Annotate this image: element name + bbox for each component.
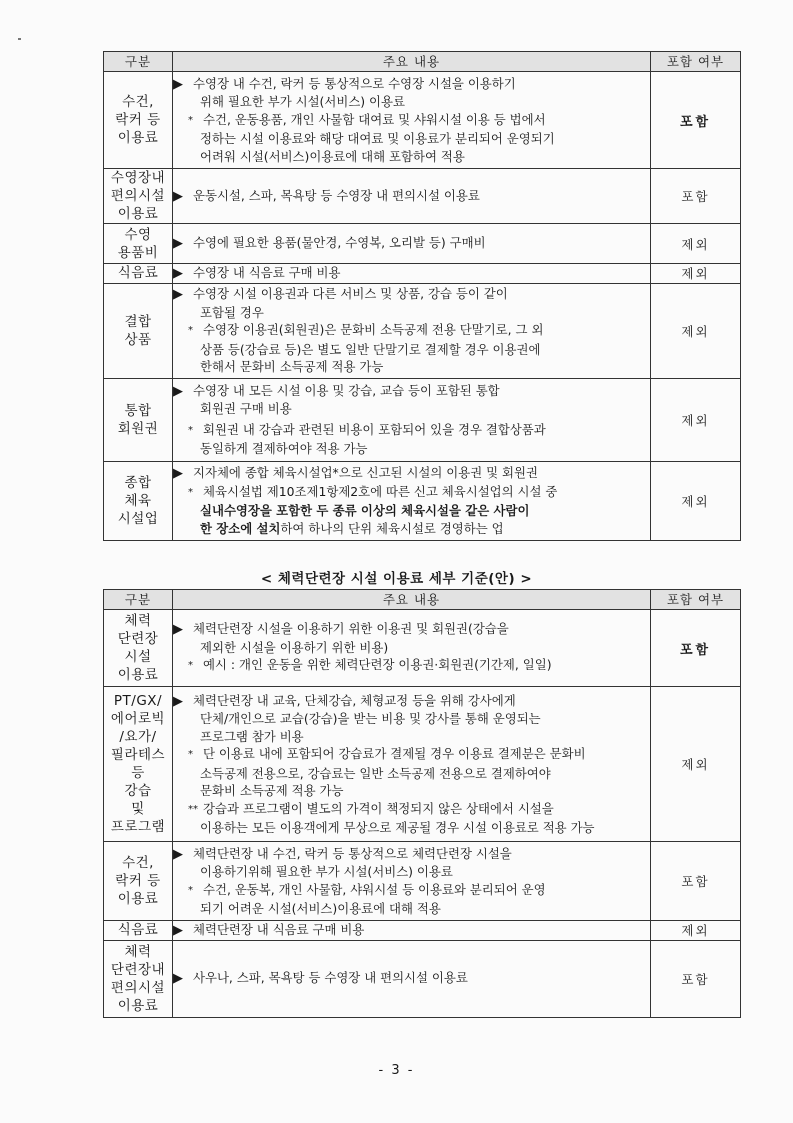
table-row [104,461,741,540]
row-category: 결합 상품 [104,283,173,378]
row-content: ▶ 지자체에 종합 체육시설업*으로 신고된 시설의 이용권 및 회원권 * 체육시설법 제10조제1항제2호에 따른 신고 체육시설업의 시설 중 실내수영장을 포함한 두 종류 이상의 체육시설을 같은 사람이 한 장소에 설치하여 하나의 단위 체육시설로 경영하는 업 [173,461,651,540]
table-row [104,169,741,224]
row-category: 체력 단련장내 편의시설 이용료 [104,940,173,1017]
row-content: ▶ 수영장 내 식음료 구매 비용 [173,264,651,284]
row-content: ▶ 수영에 필요한 용품(물안경, 수영복, 오리발 등) 구매비 [173,224,651,264]
inclusion-status: 제외 [651,264,741,284]
row-content: ▶ 사우나, 스파, 목욕탕 등 수영장 내 편의시설 이용료 [173,940,651,1017]
inclusion-status: 제외 [651,461,741,540]
row-category: 체력 단련장 시설 이용료 [104,610,173,687]
row-category: 수건, 락커 등 이용료 [104,72,173,169]
row-content: ▶ 수영장 시설 이용권과 다른 서비스 및 상품, 강습 등이 같이 포함될 경우 * 수영장 이용권(회원권)은 문화비 소득공제 전용 단말기로, 그 외 상품 등(강습료 등)은 별도 일반 단말기로 결제할 경우 이용권에 한해서 문화비 소득공제 적용 가능 [173,283,651,378]
row-content: ▶ 체력단련장 내 식음료 구매 비용 [173,921,651,941]
row-content: ▶ 수영장 내 수건, 락커 등 통상적으로 수영장 시설을 이용하기 위해 필요한 부가 시설(서비스) 이용료 * 수건, 운동용품, 개인 사물함 대여료 및 샤워시설 이용 등 법에서 정하는 시설 이용료와 해당 대여료 및 이용료가 분리되어 운영되기 어려워 시설(서비스)이용료에 대해 포함하여 적용 [173,72,651,169]
arrow-bullet-icon: ▶ [173,266,183,281]
inclusion-status: 포함 [651,940,741,1017]
table-row [104,283,741,378]
asterisk-icon: * [188,749,193,760]
inclusion-status: 제외 [651,687,741,842]
table-row [104,687,741,842]
inclusion-status: 포함 [651,842,741,921]
inclusion-status: 제외 [651,921,741,941]
row-category: 수영 용품비 [104,224,173,264]
inclusion-status: 제외 [651,378,741,461]
header-content: 주요 내용 [173,590,651,610]
arrow-bullet-icon: ▶ [173,236,183,252]
row-category: 종합 체육 시설업 [104,461,173,540]
row-content: ▶ 수영장 내 모든 시설 이용 및 강습, 교습 등이 포함된 통합 회원권 구매 비용 * 회원권 내 강습과 관련된 비용이 포함되어 있을 경우 결합상품과 동일하게 결제하여야 적용 가능 [173,378,651,461]
row-content: ▶ 운동시설, 스파, 목욕탕 등 수영장 내 편의시설 이용료 [173,169,651,224]
double-asterisk-icon: ** [188,803,198,815]
table-row [104,224,741,264]
arrow-bullet-icon: ▶ [173,693,183,709]
header-inclusion: 포함 여부 [651,590,741,610]
asterisk-icon: * [188,424,193,436]
arrow-bullet-icon: ▶ [173,466,183,481]
inclusion-status: 포함 [651,72,741,169]
asterisk-icon: * [188,325,193,337]
row-content: ▶ 체력단련장 내 교육, 단체강습, 체형교정 등을 위해 강사에게 단체/개인으로 교습(강습)을 받는 비용 및 강사를 통해 운영되는 프로그램 참가 비용 * 단 이용료 내에 포함되어 강습료가 결제될 경우 이용료 결제분은 문화비 소득공제 전용으로, 강습료는 일반 소득공제 전용으로 결제하여야 문화비 소득공제 적용 가능 ** 강습과 프로그램이 별도의 가격이 책정되지 않은 상태에서 시설을 이용하는 모든 이용객에게 무상으로 제공될 경우 시설 이용료로 적용 가능 [173,687,651,842]
table-row [104,842,741,921]
inclusion-status: 제외 [651,224,741,264]
arrow-bullet-icon: ▶ [173,622,183,638]
table-row [104,378,741,461]
pool-fee-table [103,51,741,541]
table-row [104,610,741,687]
row-category: 식음료 [104,921,173,941]
row-content: ▶ 체력단련장 시설을 이용하기 위한 이용권 및 회원권(강습을 제외한 시설을 이용하기 위한 비용) * 예시 : 개인 운동을 위한 체력단련장 이용권·회원권(기간제, 일일) [173,610,651,687]
gym-section-title: < 체력단련장 시설 이용료 세부 기준(안) > [260,571,533,587]
row-category: 수건, 락커 등 이용료 [104,842,173,921]
arrow-bullet-icon: ▶ [173,846,183,862]
table-header-row [104,590,741,610]
gym-fee-table [103,589,741,1018]
asterisk-icon: * [188,114,193,126]
asterisk-icon: * [188,660,193,672]
arrow-bullet-icon: ▶ [173,383,183,399]
inclusion-status: 제외 [651,283,741,378]
header-inclusion: 포함 여부 [651,52,741,72]
page-number: - 3 - [378,1063,415,1078]
row-category: 식음료 [104,264,173,284]
arrow-bullet-icon: ▶ [173,971,183,987]
header-category: 구분 [104,52,173,72]
scan-speck [18,38,21,40]
row-category: 통합 회원권 [104,378,173,461]
table-header-row [104,52,741,72]
inclusion-status: 포함 [651,610,741,687]
table-row [104,72,741,169]
row-category: PT/GX/ 에어로빅 /요가/ 필라테스 등 강습 및 프로그램 [104,687,173,842]
row-content: ▶ 체력단련장 내 수건, 락커 등 통상적으로 체력단련장 시설을 이용하기위해 필요한 부가 시설(서비스) 이용료 * 수건, 운동복, 개인 사물함, 샤워시설 등 이용료와 분리되어 운영 되기 어려운 시설(서비스)이용료에 대해 적용 [173,842,651,921]
asterisk-icon: * [188,884,193,896]
header-content: 주요 내용 [173,52,651,72]
inclusion-status: 포함 [651,169,741,224]
arrow-bullet-icon: ▶ [173,76,183,92]
asterisk-icon: * [188,486,193,498]
row-category: 수영장내 편의시설 이용료 [104,169,173,224]
arrow-bullet-icon: ▶ [173,188,183,204]
table-row [104,940,741,1017]
header-category: 구분 [104,590,173,610]
table-row [104,264,741,284]
arrow-bullet-icon: ▶ [173,287,183,303]
table-row [104,921,741,941]
arrow-bullet-icon: ▶ [173,923,183,938]
